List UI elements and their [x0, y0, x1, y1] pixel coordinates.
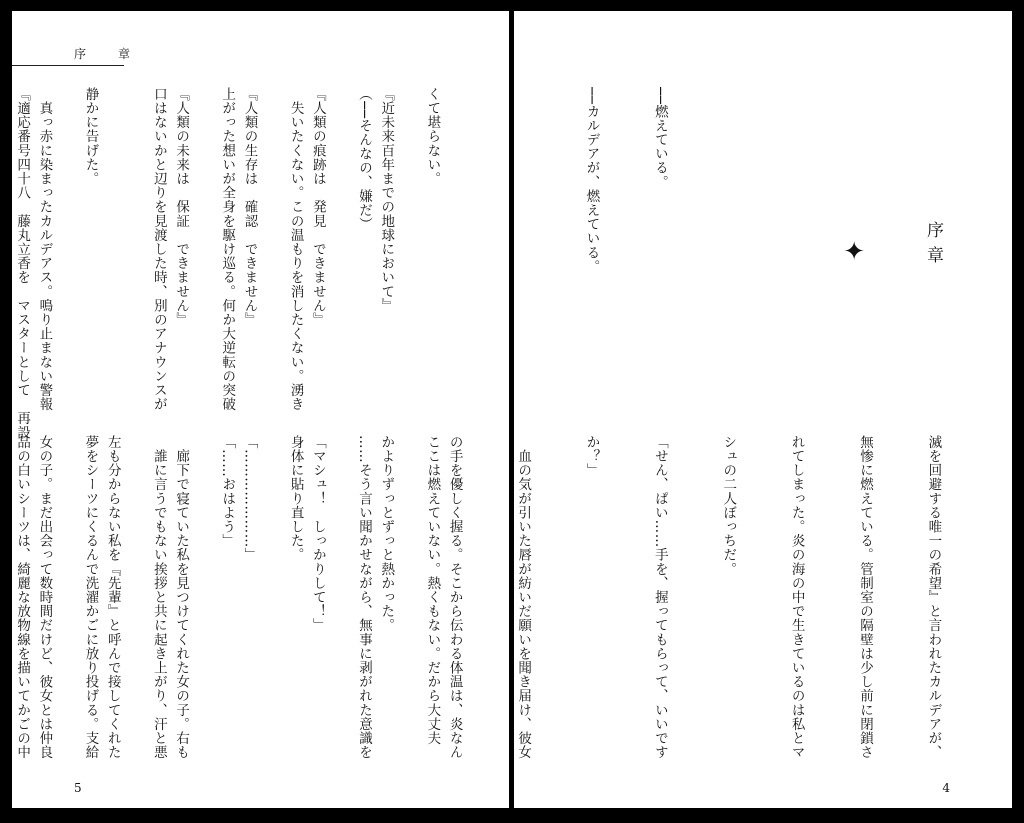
text-line: 失いたくない。この温もりを消したくない。湧き [287, 87, 304, 412]
text-line: 『近未来百年までの地球において』 [378, 87, 395, 313]
text-line: 無惨に燃えている。管制室の隔壁は少し前に閉鎖さ [857, 435, 874, 760]
chapter-heading: 序章 [923, 221, 943, 271]
text-line: シュの二人ぼっちだ。 [720, 435, 737, 576]
blank-line [101, 87, 124, 413]
text-line: ……そう言い聞かせながら、無事に剥がれた意識を [356, 435, 373, 760]
text-line: 『人類の未来は 保証 できません』 [173, 87, 190, 327]
text-line: 血の気が引いた唇が紡いだ願いを聞き届け、彼女 [515, 435, 532, 760]
text-line: 夢をシーツにくるんで洗濯かごに放り投げる。支給 [82, 435, 99, 760]
text-line: れてしまった。炎の海の中で生きているのは私とマ [788, 435, 805, 760]
text-line: 上がった想いが全身を駆け巡る。何か大逆転の突破 [219, 87, 236, 412]
right-page-bottom-text [0, 435, 990, 760]
text-line: 静かに告げた。 [82, 87, 99, 186]
text-line: 「……おはよう」 [219, 435, 236, 548]
text-line: 品の白いシーツは、綺麗な放物線を描いてかごの中 [14, 435, 31, 760]
text-line: 口はないかと辺りを見渡した時、別のアナウンスが [150, 87, 167, 412]
header-rule [12, 65, 124, 66]
text-line: 『適応番号四十八 藤丸立香を マスターとして 再設 [14, 87, 31, 440]
text-line: の手を優しく握る。そこから伝わる体温は、炎なん [446, 435, 463, 760]
text-line: 「せん、ぱい……手を、握ってもらって、いいです [651, 435, 668, 760]
text-line: 「…………………」 [241, 435, 258, 562]
text-line: 廊下で寝ていた私を見つけてくれた女の子。右も [173, 435, 190, 760]
text-line: ──燃えている。 [651, 87, 668, 190]
text-line: 「マシュ！ しっかりして！」 [309, 435, 326, 633]
right-page-top-text [0, 87, 990, 440]
text-line: 身体に貼り直した。 [287, 435, 304, 562]
blank-line [853, 87, 876, 413]
running-header-title: 序 章 [74, 47, 141, 61]
text-line: 『人類の生存は 確認 できません』 [241, 87, 258, 327]
text-line: 『人類の痕跡は 発見 できません』 [309, 87, 326, 327]
text-line: くて堪らない。 [424, 87, 441, 186]
text-line: 滅を回避する唯一の希望』と言われたカルデアが、 [925, 435, 942, 760]
blank-line [785, 87, 808, 413]
text-line: 真っ赤に染まったカルデアス。鳴り止まない警報 [36, 87, 53, 412]
blank-line [511, 87, 534, 413]
page-number: 5 [74, 781, 82, 795]
text-line: ──カルデアが、燃えている。 [583, 87, 600, 274]
text-line: 女の子。まだ出会って数時間だけど、彼女とは仲良 [36, 435, 53, 760]
blank-line [716, 87, 739, 413]
text-line: 誰に言うでもない挨拶と共に起き上がり、汗と悪 [150, 435, 167, 760]
star-ornament-icon: ✦ [843, 237, 865, 267]
text-line: ここは燃えていない。熱くもない。だから大丈夫 [424, 435, 441, 746]
text-line: かよりずっとずっと熱かった。 [378, 435, 395, 633]
blank-line [443, 87, 466, 413]
text-line: か？」 [583, 435, 600, 478]
text-line: （──そんなの、嫌だ） [356, 87, 373, 232]
page-number: 4 [942, 781, 950, 795]
blank-line [922, 87, 945, 413]
text-line: 左も分からない私を『先輩』と呼んで接してくれた [104, 435, 121, 760]
